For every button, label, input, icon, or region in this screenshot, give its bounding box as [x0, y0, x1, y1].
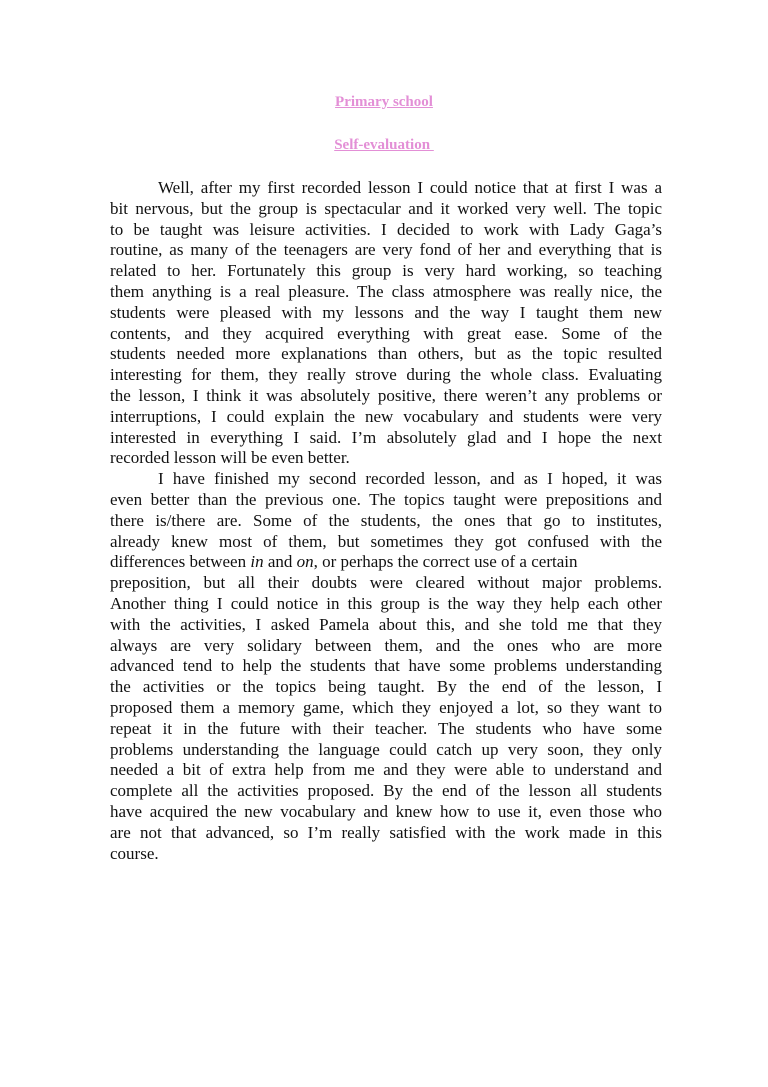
- text-line: the lesson, I think it was absolutely positive, there weren’t any problems or: [110, 385, 662, 405]
- text-line: the activities or the topics being taught. By the end of the lesson, I: [110, 677, 662, 697]
- text-line: are not that advanced, so I’m really satisfied with the work made in this: [110, 822, 662, 842]
- text-line: students needed more explanations than others, but as the topic resulted: [110, 344, 662, 364]
- document-body: [110, 178, 662, 864]
- text-line: them anything is a real pleasure. The class atmosphere was really nice, the: [110, 281, 662, 301]
- text-line: with the activities, I asked Pamela about this, and she told me that they: [110, 614, 662, 634]
- text-line: Well, after my first recorded lesson I could notice that at first I was a: [158, 178, 662, 197]
- text-line: Another thing I could notice in this group is the way they help each other: [110, 593, 662, 613]
- text-line: repeat it in the future with their teacher. The students who have some: [110, 718, 662, 738]
- text-line: related to her. Fortunately this group is very hard working, so teaching: [110, 261, 662, 281]
- text-line: problems understanding the language could catch up very soon, they only: [110, 739, 662, 759]
- text-line: recorded lesson will be even better.: [110, 448, 350, 468]
- text-line: even better than the previous one. The topics taught were prepositions and: [110, 489, 662, 509]
- text-line: always are very solidary between them, and the ones who are more: [110, 635, 662, 655]
- text-line: interruptions, I could explain the new vocabulary and students were very: [110, 406, 662, 426]
- text-line: interesting for them, they really strove during the whole class. Evaluating: [110, 365, 662, 385]
- text-line: contents, and they acquired everything with great ease. Some of the: [110, 323, 662, 343]
- document-subtitle: Self-evaluation: [334, 137, 434, 153]
- paragraph-1: [110, 178, 662, 469]
- text-line: differences between in and on, or perhaps the correct use of a certain: [110, 552, 578, 572]
- text-line: preposition, but all their doubts were cleared without major problems.: [110, 573, 662, 593]
- text-line: needed a bit of extra help from me and they were able to understand and: [110, 760, 662, 780]
- text-line: there is/there are. Some of the students, the ones that go to institutes,: [110, 510, 662, 530]
- text-line: bit nervous, but the group is spectacular and it worked very well. The topic: [110, 198, 662, 218]
- paragraph-2: [110, 469, 662, 864]
- text-line: students were pleased with my lessons and the way I taught them new: [110, 302, 662, 322]
- text-line: course.: [110, 843, 159, 863]
- italic-word-in: in: [250, 552, 264, 572]
- text-line: already knew most of them, but sometimes they got confused with the: [110, 531, 662, 551]
- text-line: proposed them a memory game, which they enjoyed a lot, so they want to: [110, 697, 662, 717]
- text-line: to be taught was leisure activities. I decided to work with Lady Gaga’s: [110, 219, 662, 239]
- text-line: I have finished my second recorded lesson, and as I hoped, it was: [158, 469, 662, 489]
- text-line: advanced tend to help the students that have some problems understanding: [110, 656, 662, 676]
- italic-word-on: on: [296, 552, 314, 572]
- document-title: Primary school: [335, 94, 433, 110]
- text-line: complete all the activities proposed. By the end of the lesson all students: [110, 781, 662, 801]
- text-line: have acquired the new vocabulary and knew how to use it, even those who: [110, 801, 662, 821]
- text-line: routine, as many of the teenagers are very fond of her and everything that is: [110, 240, 662, 260]
- text-line: interested in everything I said. I’m absolutely glad and I hope the next: [110, 427, 662, 447]
